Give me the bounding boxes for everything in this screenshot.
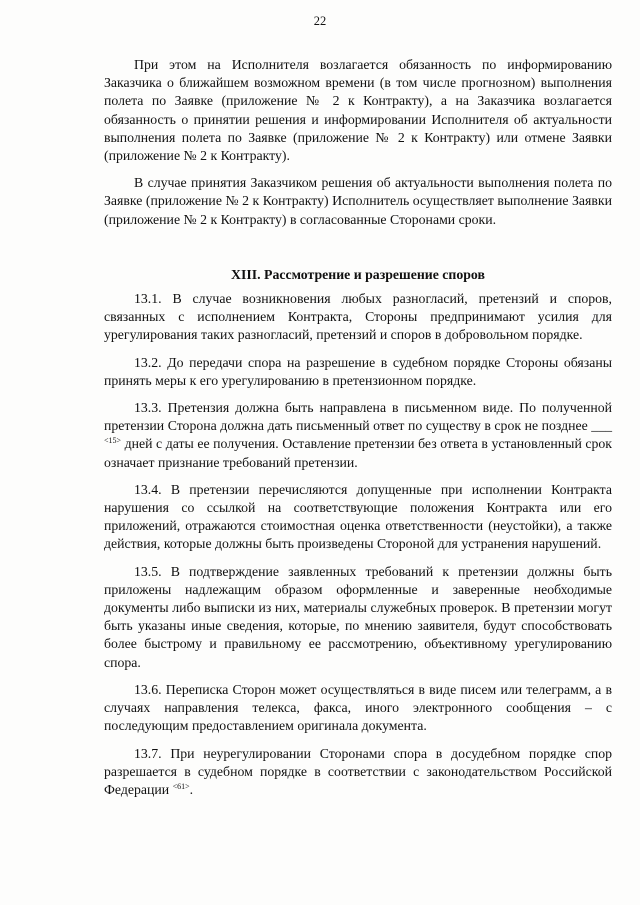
clause-13-4: 13.4. В претензии перечисляются допущенные при исполнении Контракта нарушения со ссылкой на соответствующие положения Контракта или его приложений, отражаются стоимостная оценка ответственности (неустойки), а также действия, которые должны быть произведены Стороной для устранения нарушений.: [104, 481, 612, 552]
clause-13-1: 13.1. В случае возникновения любых разногласий, претензий и споров, связанных с исполнением Контракта, Стороны предпринимают усилия для урегулирования таких разногласий, претензий и споров в добровольном порядке.: [104, 291, 612, 343]
clause-13-7-text-b: .: [189, 781, 194, 797]
spacer: [104, 238, 612, 252]
section-title: XIII. Рассмотрение и разрешение споров: [231, 266, 485, 282]
page-number: 22: [313, 14, 327, 28]
clause-13-3: [104, 399, 612, 472]
document-body: [104, 56, 612, 808]
paragraph-request-relevance: В случае принятия Заказчиком решения об актуальности выполнения полета по Заявке (приложение № 2 к Контракту) Исполнитель осуществляет выполнение Заявки (приложение № 2 к Контракту) в согласованные Сторонами сроки.: [104, 175, 612, 227]
clause-13-2: 13.2. До передачи спора на разрешение в судебном порядке Стороны обязаны принять меры к его урегулированию в претензионном порядке.: [104, 354, 612, 388]
footnote-ref-61: <61>: [172, 781, 190, 791]
footnote-ref-15: <15>: [104, 436, 122, 446]
clause-13-7-text-a: 13.7. При неурегулировании Сторонами спора в досудебном порядке спор разрешается в судебном порядке в соответствии с законодательством Российской Федерации: [104, 745, 612, 797]
clause-13-6: 13.6. Переписка Сторон может осуществляться в виде писем или телеграмм, а в случаях направления телекса, факса, иного электронного сообщения – с последующим предоставлением оригинала документа.: [104, 681, 612, 734]
clause-13-5: 13.5. В подтверждение заявленных требований к претензии должны быть приложены надлежащим образом оформленные и заверенные необходимые документы либо выписки из них, материалы служебных проверок. В претензии могут быть указаны иные сведения, которые, по мнению заявителя, будут способствовать более быстрому и правильному ее рассмотрению, объективному урегулированию спора.: [104, 563, 612, 670]
clause-13-3-text-b: дней с даты ее получения. Оставление претензии без ответа в установленный срок означает признание требований претензии.: [104, 436, 612, 470]
paragraph-executor-duties: При этом на Исполнителя возлагается обязанность по информированию Заказчика о ближайшем возможном времени (в том числе прогнозном) выполнения полета по Заявке (приложение № 2 к Контракту), а на Заказчика возлагается обязанность о принятии решения и информировании Исполнителя об актуальности выполнения полета по Заявке (приложение № 2 к Контракту) или отмене Заявки (приложение № 2 к Контракту).: [104, 57, 612, 164]
clause-13-3-text-a: 13.3. Претензия должна быть направлена в письменном виде. По полученной претензии Сторона должна дать письменный ответ по существу в срок не позднее ___: [104, 400, 612, 434]
clause-13-7: [104, 745, 612, 800]
